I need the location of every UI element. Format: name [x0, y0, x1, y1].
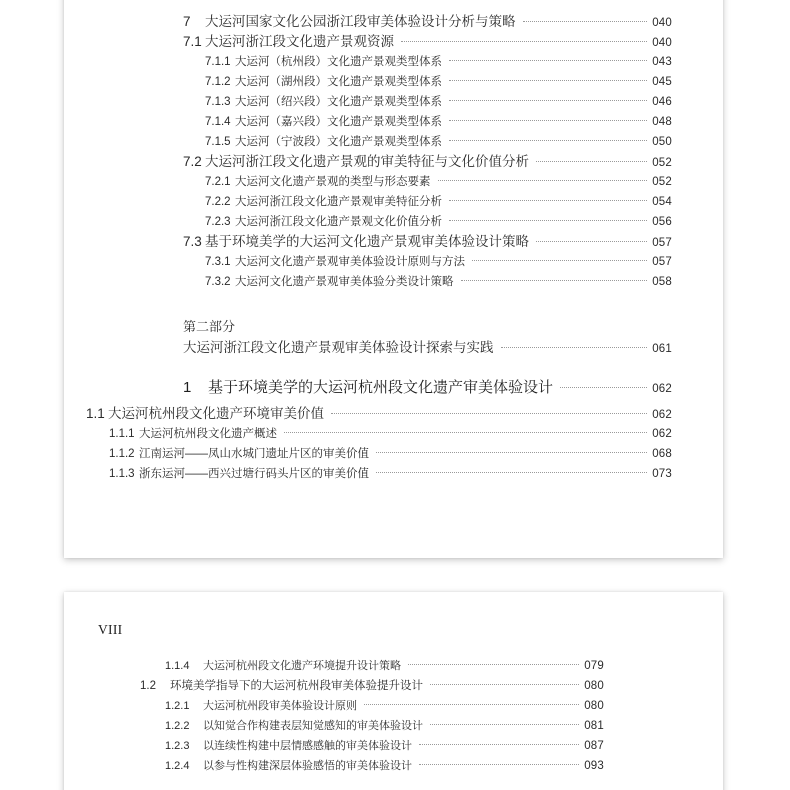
toc-entry-title: 大运河杭州段审美体验设计原则 [203, 700, 357, 712]
toc-entry[interactable] [64, 132, 723, 152]
chapter-entry[interactable] [183, 377, 672, 399]
toc-entry-title: 大运河国家文化公园浙江段审美体验设计分析与策略 [205, 14, 516, 29]
toc-entry-number: 7.1.3 [205, 96, 231, 108]
toc-entry-number: 1.2.3 [165, 740, 190, 752]
toc-entry-title: 大运河浙江段文化遗产景观资源 [205, 34, 394, 49]
toc-entry-title: 以连续性构建中层情感感触的审美体验设计 [203, 740, 412, 752]
toc-entry-number: 1.1.4 [165, 660, 190, 672]
toc-entry-page: 081 [584, 720, 604, 732]
toc-entry-title: 大运河（绍兴段）文化遗产景观类型体系 [235, 96, 442, 108]
toc-entry-page: 062 [652, 428, 672, 440]
toc-entry-page: 079 [584, 660, 604, 672]
toc-entry-number: 7.2 [183, 154, 202, 169]
toc-entry-page: 073 [652, 468, 672, 480]
toc-entry-title: 大运河杭州段文化遗产环境审美价值 [108, 406, 324, 421]
toc-entry-title: 大运河文化遗产景观的类型与形态要素 [235, 176, 431, 188]
dot-leader [401, 41, 647, 42]
toc-entry-page: 087 [584, 740, 604, 752]
dot-leader [461, 280, 648, 281]
toc-entry[interactable] [64, 152, 723, 172]
dot-leader [284, 432, 647, 433]
toc-entry-page: 057 [652, 237, 672, 249]
toc-entry-number: 1.1.3 [109, 468, 135, 480]
toc-entry-number: 7.1 [183, 34, 202, 49]
toc-entry-page: 050 [652, 136, 672, 148]
toc-entry[interactable] [64, 192, 723, 212]
dot-leader [449, 120, 647, 121]
toc-entry-number: 7.3 [183, 234, 202, 249]
chapter-one-block [183, 377, 672, 399]
toc-entry[interactable] [64, 444, 723, 464]
dot-leader [449, 80, 647, 81]
toc-entry-number: 7.1.1 [205, 56, 231, 68]
dot-leader [419, 744, 579, 745]
toc-entry-number: 7.3.1 [205, 256, 231, 268]
toc-entry[interactable] [64, 464, 723, 484]
toc-entry-page: 056 [652, 216, 672, 228]
toc-entry[interactable] [64, 92, 723, 112]
toc-entry-title: 浙东运河——西兴过塘行码头片区的审美价值 [139, 468, 369, 480]
toc-entry[interactable] [64, 172, 723, 192]
dot-leader [438, 180, 648, 181]
document-page-1 [64, 0, 723, 558]
toc-entry-title: 大运河文化遗产景观审美体验分类设计策略 [235, 276, 454, 288]
toc-entry-title: 大运河浙江段文化遗产景观文化价值分析 [235, 216, 442, 228]
toc-entry-title: 大运河杭州段文化遗产概述 [139, 428, 277, 440]
toc-entry-page: 052 [652, 157, 672, 169]
toc-entry-page: 093 [584, 760, 604, 772]
toc-entry[interactable] [64, 112, 723, 132]
dot-leader [560, 387, 647, 388]
part-two-heading [183, 316, 672, 360]
toc-entry[interactable] [64, 424, 723, 444]
toc-entry-title: 基于环境美学的大运河文化遗产景观审美体验设计策略 [205, 234, 529, 249]
toc-entry-number: 7.2.2 [205, 196, 231, 208]
toc-entry-title: 大运河（宁波段）文化遗产景观类型体系 [235, 136, 442, 148]
toc-list-page-1 [64, 12, 723, 292]
toc-entry-number: 1.1 [86, 406, 105, 421]
toc-entry-title: 大运河（湖州段）文化遗产景观类型体系 [235, 76, 442, 88]
toc-list-page-2 [64, 656, 723, 776]
dot-leader [331, 413, 647, 414]
toc-entry-number: 1.1.2 [109, 448, 135, 460]
dot-leader [449, 100, 647, 101]
dot-leader [364, 704, 579, 705]
toc-entry-number: 7.2.1 [205, 176, 231, 188]
dot-leader [472, 260, 647, 261]
toc-entry-number: 7 [183, 14, 191, 29]
toc-entry-number: 1.2.2 [165, 720, 190, 732]
toc-entry-title: 大运河（杭州段）文化遗产景观类型体系 [235, 56, 442, 68]
dot-leader [419, 764, 579, 765]
toc-entry-number: 1.1.1 [109, 428, 135, 440]
toc-entry-title: 大运河（嘉兴段）文化遗产景观类型体系 [235, 116, 442, 128]
toc-entry[interactable] [64, 656, 723, 676]
toc-entry-page: 057 [652, 256, 672, 268]
toc-entry-title: 以参与性构建深层体验感悟的审美体验设计 [203, 760, 412, 772]
toc-entry[interactable] [64, 756, 723, 776]
toc-entry[interactable] [64, 72, 723, 92]
toc-entry[interactable] [64, 736, 723, 756]
toc-entry-title: 大运河杭州段文化遗产环境提升设计策略 [203, 660, 401, 672]
toc-entry[interactable] [64, 404, 723, 424]
dot-leader [408, 664, 579, 665]
toc-entry-page: 040 [652, 17, 672, 29]
toc-entry-number: 7.1.4 [205, 116, 231, 128]
page-folio-number: VIII [98, 622, 123, 637]
part-page: 061 [652, 343, 672, 355]
toc-entry[interactable] [64, 696, 723, 716]
toc-entry-page: 045 [652, 76, 672, 88]
toc-entry[interactable] [64, 12, 723, 32]
chapter-title: 基于环境美学的大运河杭州段文化遗产审美体验设计 [208, 379, 554, 396]
dot-leader [449, 220, 647, 221]
toc-entry-title: 大运河浙江段文化遗产景观的审美特征与文化价值分析 [205, 154, 529, 169]
toc-entry-page: 046 [652, 96, 672, 108]
toc-entry-page: 048 [652, 116, 672, 128]
toc-entry[interactable] [64, 32, 723, 52]
part-title-row[interactable] [183, 337, 672, 360]
dot-leader [430, 724, 579, 725]
toc-entry[interactable] [64, 272, 723, 292]
dot-leader [376, 472, 647, 473]
dot-leader [449, 200, 647, 201]
toc-entry-number: 7.1.2 [205, 76, 231, 88]
toc-entry[interactable] [64, 676, 723, 696]
dot-leader [536, 161, 647, 162]
toc-entry-title: 以知觉合作构建表层知觉感知的审美体验设计 [203, 720, 423, 732]
toc-entry-number: 1.2 [140, 680, 156, 692]
toc-entry-number: 1.2.1 [165, 700, 190, 712]
chapter-page: 062 [652, 383, 672, 395]
toc-entry-page: 040 [652, 37, 672, 49]
toc-entry-page: 052 [652, 176, 672, 188]
toc-entry-title: 大运河浙江段文化遗产景观审美特征分析 [235, 196, 442, 208]
dot-leader [523, 21, 648, 22]
toc-entry-page: 058 [652, 276, 672, 288]
toc-entry-page: 080 [584, 680, 604, 692]
toc-entry-page: 054 [652, 196, 672, 208]
dot-leader [449, 140, 647, 141]
toc-entry[interactable] [64, 232, 723, 252]
toc-entry-title: 环境美学指导下的大运河杭州段审美体验提升设计 [170, 680, 423, 692]
toc-entry-number: 7.2.3 [205, 216, 231, 228]
dot-leader [449, 60, 647, 61]
toc-entry-page: 068 [652, 448, 672, 460]
toc-entry-title: 大运河文化遗产景观审美体验设计原则与方法 [235, 256, 465, 268]
part-label: 第二部分 [183, 319, 236, 334]
toc-list-chapter-one [64, 404, 723, 484]
toc-entry[interactable] [64, 212, 723, 232]
part-title: 大运河浙江段文化遗产景观审美体验设计探索与实践 [183, 340, 494, 355]
toc-entry-number: 7.1.5 [205, 136, 231, 148]
toc-entry[interactable] [64, 52, 723, 72]
toc-entry-page: 062 [652, 409, 672, 421]
toc-entry[interactable] [64, 716, 723, 736]
toc-entry-number: 7.3.2 [205, 276, 231, 288]
toc-entry-number: 1.2.4 [165, 760, 190, 772]
toc-entry-title: 江南运河——凤山水城门遗址片区的审美价值 [139, 448, 369, 460]
dot-leader [501, 347, 648, 348]
toc-entry-page: 043 [652, 56, 672, 68]
dot-leader [536, 241, 647, 242]
document-page-2 [64, 592, 723, 790]
dot-leader [430, 684, 579, 685]
chapter-number: 1 [183, 379, 192, 396]
toc-entry-page: 080 [584, 700, 604, 712]
toc-entry[interactable] [64, 252, 723, 272]
dot-leader [376, 452, 647, 453]
